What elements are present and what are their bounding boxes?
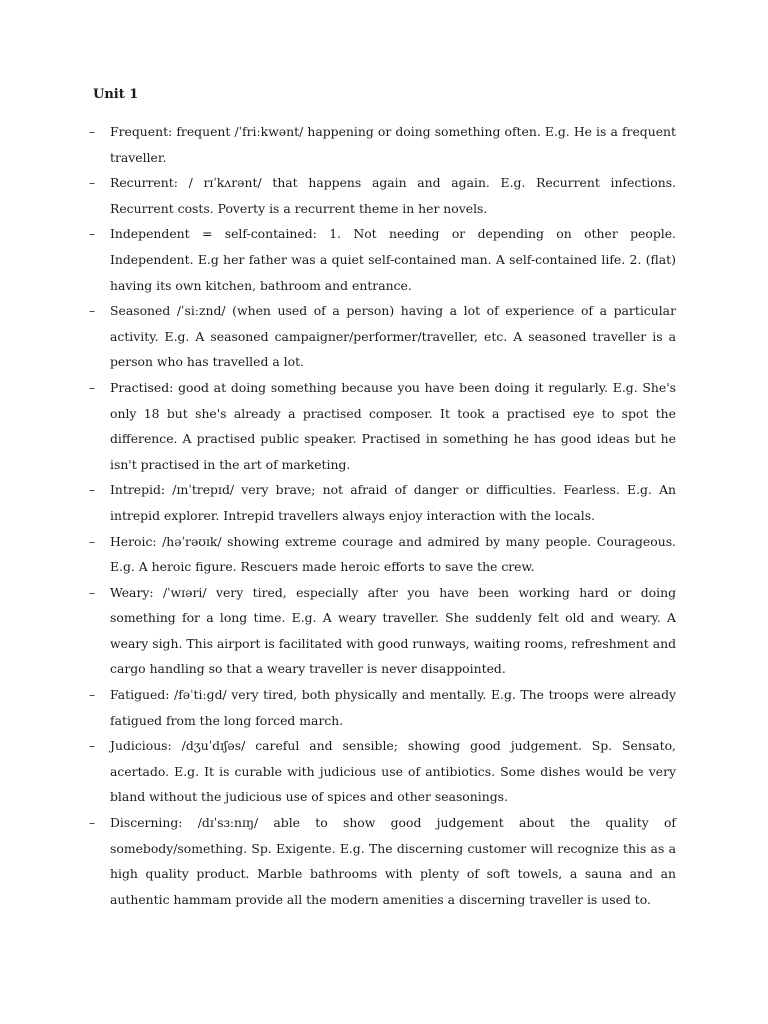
bullet-dash: – xyxy=(89,533,96,549)
entry-text: Practised: good at doing something because you have been doing it regularly. E.g. She's only 18 but she's already a practised composer. It took a practised eye to spot the difference. A practised public speaker. Practised in something he has good ideas but he isn't practised in the art of marketing. xyxy=(110,379,676,472)
bullet-dash: – xyxy=(89,226,96,242)
vocabulary-entry-intrepid xyxy=(89,477,676,528)
entry-text: Fatigued: /fəˈtiːɡd/ very tired, both physically and mentally. E.g. The troops were already fatigued from the long forced march. xyxy=(110,687,676,728)
vocabulary-entry-heroic xyxy=(89,529,676,580)
entry-text: Recurrent: / rɪˈkʌrənt/ that happens again and again. E.g. Recurrent infections. Recurrent costs. Poverty is a recurrent theme in her novels. xyxy=(110,175,676,216)
vocabulary-entry-practised xyxy=(89,375,676,477)
bullet-dash: – xyxy=(89,175,96,191)
bullet-dash: – xyxy=(89,584,96,600)
entry-text: Intrepid: /ɪnˈtrepɪd/ very brave; not afraid of danger or difficulties. Fearless. E.g. An intrepid explorer. Intrepid travellers always enjoy interaction with the locals. xyxy=(110,482,676,523)
entry-text: Judicious: /dʒuˈdɪʃəs/ careful and sensible; showing good judgement. Sp. Sensato, acertado. E.g. It is curable with judicious use of antibiotics. Some dishes would be very bland without the judicious use of spices and other seasonings. xyxy=(110,738,676,805)
entry-text: Discerning: /dɪˈsɜːnɪŋ/ able to show good judgement about the quality of somebody/something. Sp. Exigente. E.g. The discerning customer will recognize this as a high quality product. Marble bathrooms with plenty of soft towels, a sauna and an authentic hammam provide all the modern amenities a discerning traveller is used to. xyxy=(110,815,676,907)
entry-text: Weary: /ˈwɪəri/ very tired, especially after you have been working hard or doing something for a long time. E.g. A weary traveller. She suddenly felt old and weary. A weary sigh. This airport is facilitated with good runways, waiting rooms, refreshment and cargo handling so that a weary traveller is never disappointed. xyxy=(110,584,676,677)
vocabulary-entry-fatigued xyxy=(89,682,676,733)
bullet-dash: – xyxy=(89,738,96,754)
bullet-dash: – xyxy=(89,482,96,498)
entry-text: Frequent: frequent /ˈfriːkwənt/ happening or doing something often. E.g. He is a frequent traveller. xyxy=(110,124,676,165)
vocabulary-list xyxy=(89,119,676,912)
vocabulary-entry-recurrent xyxy=(89,170,676,221)
bullet-dash: – xyxy=(89,687,96,703)
bullet-dash: – xyxy=(89,815,96,831)
bullet-dash: – xyxy=(89,124,96,139)
vocabulary-entry-frequent xyxy=(89,119,676,170)
entry-text: Independent = self-contained: 1. Not needing or depending on other people. Independent. E.g her father was a quiet self-contained man. A self-contained life. 2. (flat) having its own kitchen, bathroom and entrance. xyxy=(110,226,676,293)
vocabulary-entry-judicious xyxy=(89,733,676,810)
entry-text: Heroic: /həˈrəʊɪk/ showing extreme courage and admired by many people. Courageous. E.g. A heroic figure. Rescuers made heroic efforts to save the crew. xyxy=(110,533,676,575)
vocabulary-entry-independent xyxy=(89,221,676,298)
bullet-dash: – xyxy=(89,379,96,395)
unit-heading: Unit 1 xyxy=(93,87,139,102)
vocabulary-entry-seasoned xyxy=(89,298,676,375)
vocabulary-entry-weary xyxy=(89,580,676,682)
vocabulary-entry-discerning xyxy=(89,810,676,912)
bullet-dash: – xyxy=(89,303,96,319)
entry-text: Seasoned /ˈsiːznd/ (when used of a person) having a lot of experience of a particular activity. E.g. A seasoned campaigner/performer/traveller, etc. A seasoned traveller is a person who has travelled a lot. xyxy=(110,303,676,370)
